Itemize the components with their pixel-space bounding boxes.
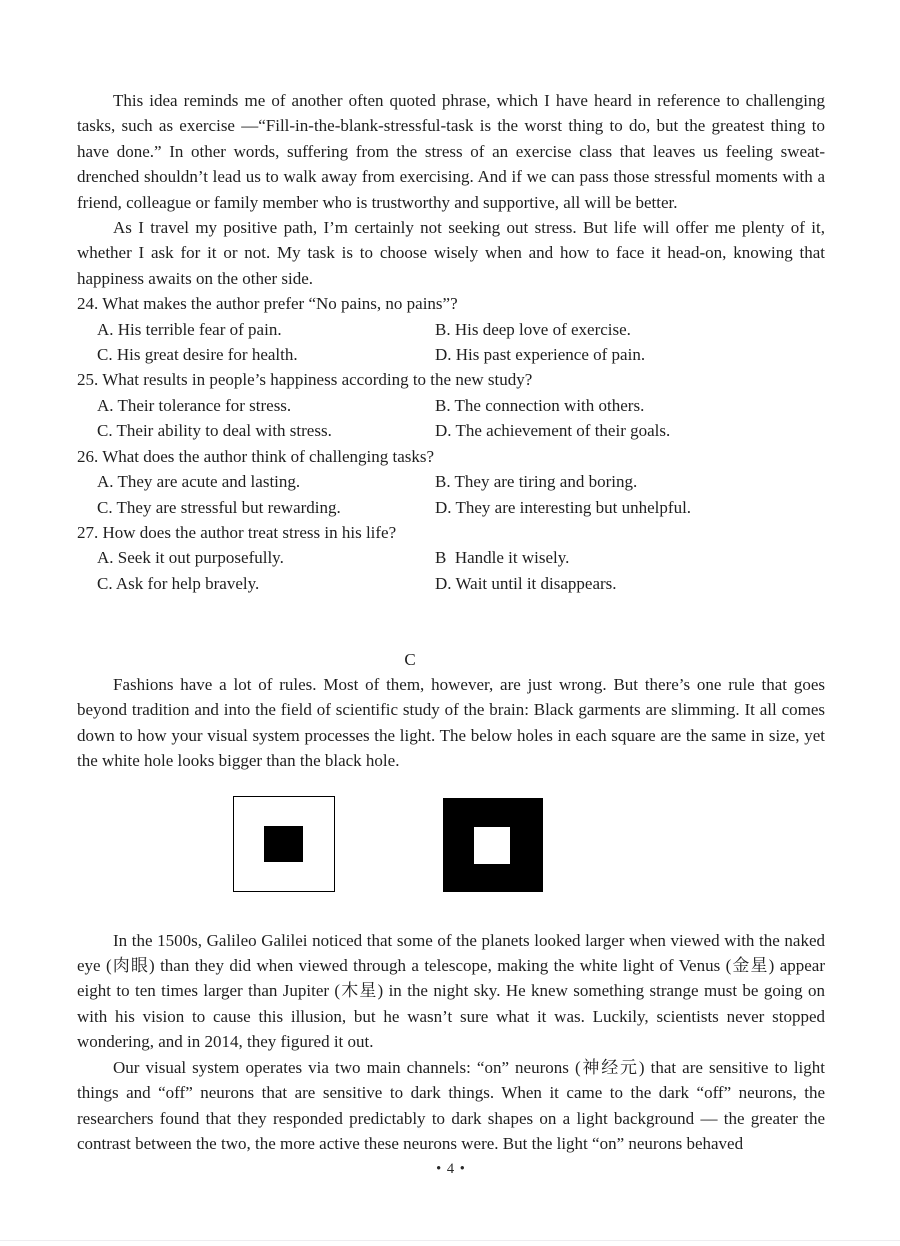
- option-d: D. The achievement of their goals.: [435, 421, 671, 441]
- question-25: [77, 367, 825, 443]
- passage-b-paragraph-1: This idea reminds me of another often quoted phrase, which I have heard in reference to challenging tasks, such as exercise —“Fill-in-the-blank-stressful-task is the worst thing to do, but the greatest thing to have done.” In other words, suffering from the stress of an exercise class that leaves us feeling sweat-drenched shouldn’t lead us to walk away from exercising. And if we can pass those stressful moments with a friend, colleague or family member who is trustworthy and supportive, all will be better.: [77, 91, 825, 212]
- passage-c-paragraph-3: Our visual system operates via two main channels: “on” neurons (神经元) that are sensitive to light things and “off” neurons that are sensitive to dark things. When it came to the dark “off” neurons, the researchers found that they responded predictably to dark shapes on a light background — the greater the contrast between the two, the more active these neurons were. But the light “on” neurons behaved: [77, 1057, 825, 1153]
- option-a: A. His terrible fear of pain.: [97, 319, 282, 339]
- question-26: [77, 444, 825, 520]
- passage-c-paragraph-2: In the 1500s, Galileo Galilei noticed that some of the planets looked larger when viewed with the naked eye (肉眼) than they did when viewed through a telescope, making the white light of Venus (金星) appear eight to ten times larger than Jupiter (木星) in the night sky. He knew something strange must be going on with his vision to cause this illusion, but he wasn’t sure what it was. Luckily, scientists never stopped wondering, and in 2014, they figured it out.: [77, 930, 825, 1052]
- question-options: [77, 393, 825, 444]
- white-hole: [474, 827, 510, 864]
- passage-b-paragraph-2: As I travel my positive path, I’m certainly not seeking out stress. But life will offer me plenty of it, whether I ask for it or not. My task is to choose wisely when and how to face it head-on, knowing that happiness awaits on the other side.: [77, 218, 825, 288]
- question-options: [77, 317, 825, 368]
- question-text: 25. What results in people’s happiness according to the new study?: [77, 370, 533, 390]
- option-b: B. His deep love of exercise.: [435, 319, 631, 339]
- option-d: D. They are interesting but unhelpful.: [435, 497, 692, 517]
- question-27: [77, 520, 825, 596]
- option-b: B. The connection with others.: [435, 395, 645, 415]
- black-hole: [264, 826, 303, 862]
- page-bottom-divider: [0, 1240, 900, 1241]
- option-c: C. Their ability to deal with stress.: [97, 421, 332, 441]
- option-b: B. They are tiring and boring.: [435, 472, 638, 492]
- option-c: C. They are stressful but rewarding.: [97, 497, 341, 517]
- question-text: 24. What makes the author prefer “No pains, no pains”?: [77, 294, 458, 314]
- page-number: • 4 •: [436, 1161, 466, 1178]
- black-square-with-white-hole: [443, 798, 543, 892]
- option-a: A. Their tolerance for stress.: [97, 395, 292, 415]
- question-options: [77, 545, 825, 596]
- question-24: [77, 291, 825, 367]
- option-a: A. Seek it out purposefully.: [97, 548, 284, 568]
- question-text: 27. How does the author treat stress in his life?: [77, 522, 397, 542]
- option-d: D. His past experience of pain.: [435, 345, 646, 365]
- passage-c-paragraph-1: Fashions have a lot of rules. Most of them, however, are just wrong. But there’s one rule that goes beyond tradition and into the field of scientific study of the brain: Black garments are slimming. It all comes down to how your visual system processes the light. The below holes in each square are the same in size, yet the white hole looks bigger than the black hole.: [77, 675, 825, 771]
- option-b: B Handle it wisely.: [435, 548, 570, 568]
- option-a: A. They are acute and lasting.: [97, 472, 301, 492]
- option-d: D. Wait until it disappears.: [435, 573, 617, 593]
- option-c: C. Ask for help bravely.: [97, 573, 260, 593]
- white-square-with-black-hole: [233, 796, 335, 892]
- question-options: [77, 469, 825, 520]
- optical-illusion-figure: [233, 796, 825, 893]
- option-c: C. His great desire for health.: [97, 345, 298, 365]
- question-text: 26. What does the author think of challenging tasks?: [77, 446, 435, 466]
- section-c-label: C: [404, 649, 416, 669]
